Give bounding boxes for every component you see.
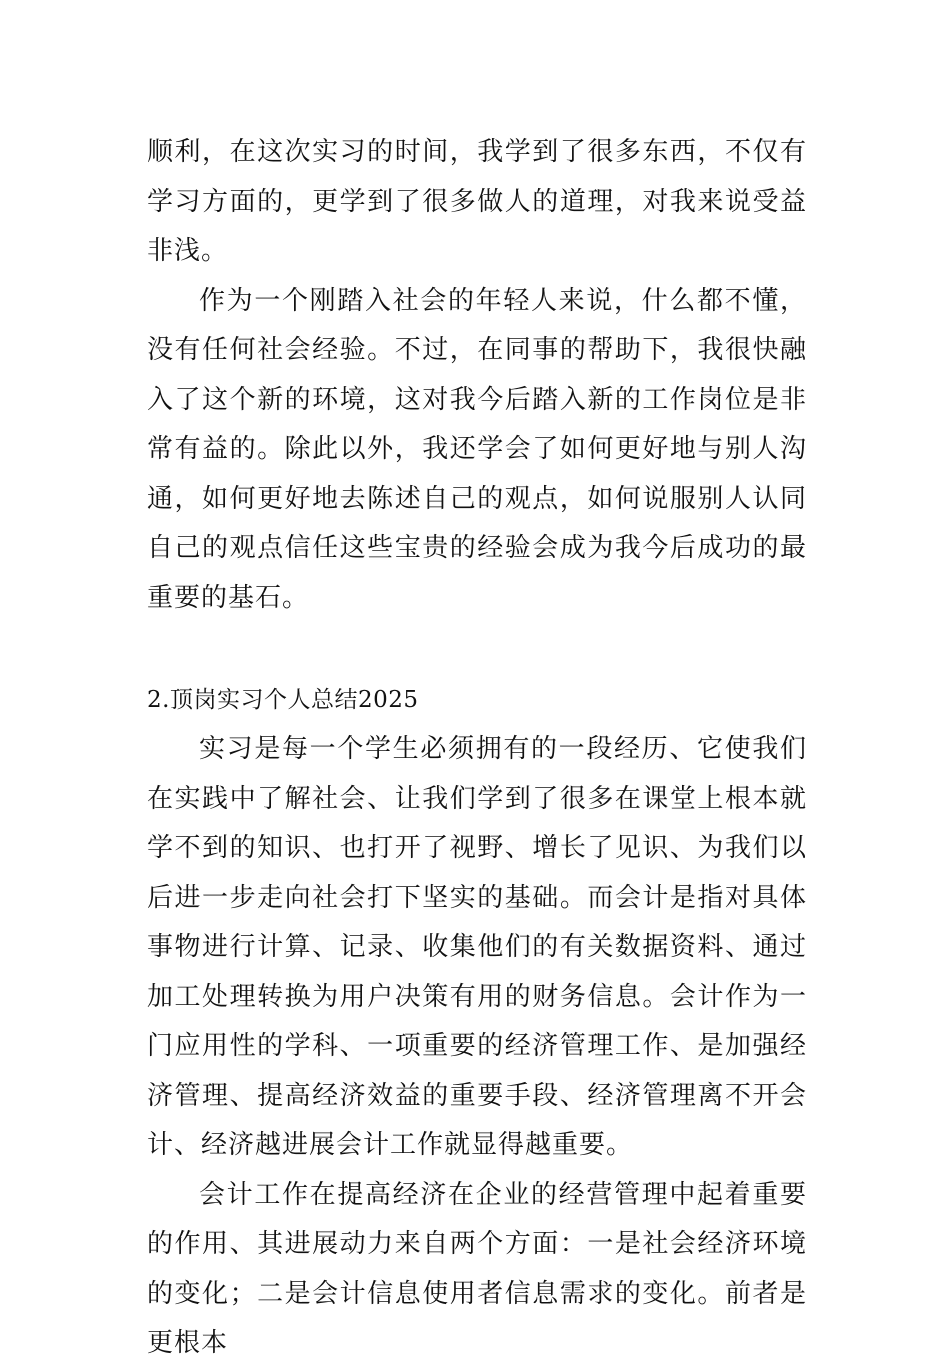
paragraph-experience: 作为一个刚踏入社会的年轻人来说，什么都不懂，没有任何社会经验。不过，在同事的帮助下，我很快融入了这个新的环境，这对我今后踏入新的工作岗位是非常有益的。除此以外，我还学会了如何更好地与别人沟通，如何更好地去陈述自己的观点，如何说服别人认同自己的观点信任这些宝贵的经验会成为我今后成功的最重要的基石。	[147, 285, 807, 613]
section-heading: 2.顶岗实习个人总结2025	[147, 687, 419, 713]
document-body	[147, 128, 807, 1369]
paragraph-continuation: 顺利，在这次实习的时间，我学到了很多东西，不仅有学习方面的，更学到了很多做人的道理，对我来说受益非浅。	[147, 137, 807, 266]
paragraph-internship-intro: 实习是每一个学生必须拥有的一段经历、它使我们在实践中了解社会、让我们学到了很多在课堂上根本就学不到的知识、也打开了视野、增长了见识、为我们以后进一步走向社会打下坚实的基础。而会计是指对具体事物进行计算、记录、收集他们的有关数据资料、通过加工处理转换为用户决策有用的财务信息。会计作为一门应用性的学科、一项重要的经济管理工作、是加强经济管理、提高经济效益的重要手段、经济管理离不开会计、经济越进展会计工作就显得越重要。	[147, 734, 807, 1160]
section-spacer	[147, 623, 807, 676]
paragraph-accounting-role: 会计工作在提高经济在企业的经营管理中起着重要的作用、其进展动力来自两个方面：一是社会经济环境的变化；二是会计信息使用者信息需求的变化。前者是更根本	[147, 1179, 807, 1358]
